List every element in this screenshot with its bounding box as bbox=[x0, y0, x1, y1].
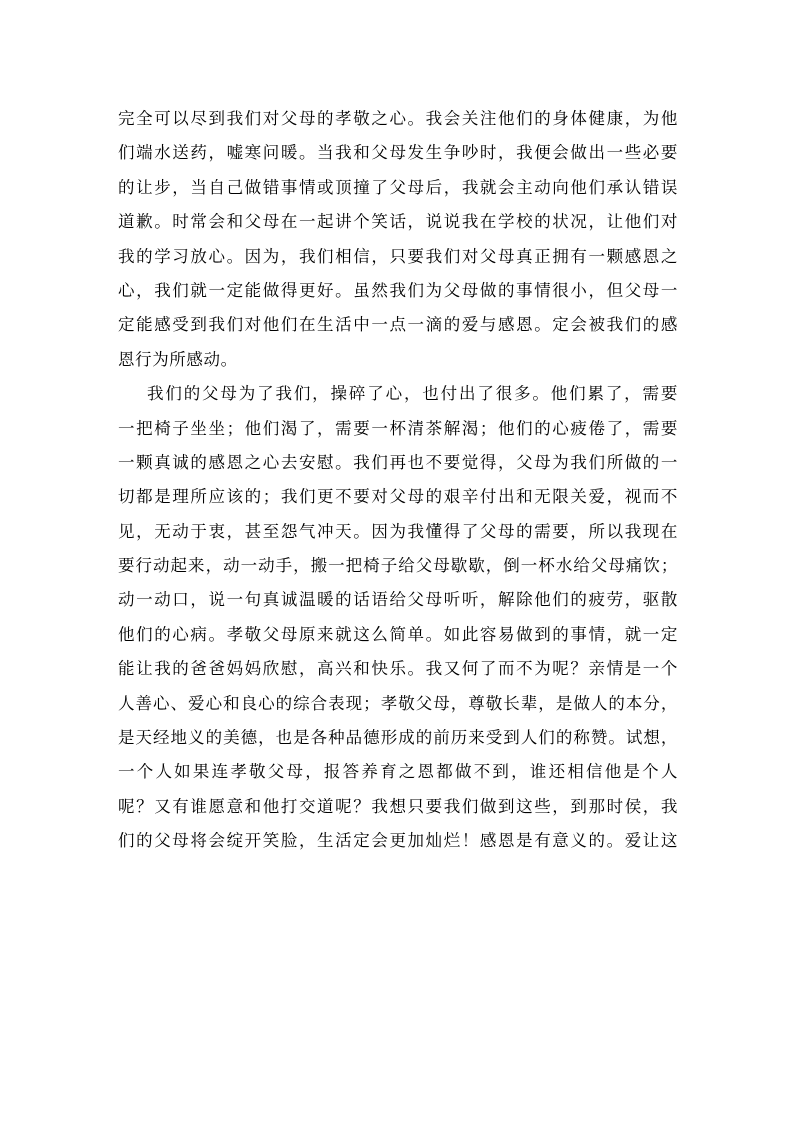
text-line-21: 呢？又有谁愿意和他打交道呢？我想只要我们做到这些，到那时侯，我 bbox=[118, 796, 678, 816]
body-text bbox=[118, 102, 678, 859]
text-line-2: 们端水送药，嘘寒问暖。当我和父母发生争吵时，我便会做出一些必要 bbox=[118, 143, 678, 163]
text-line-15: 动一动口，说一句真诚温暖的话语给父母听听，解除他们的疲劳，驱散 bbox=[118, 590, 678, 610]
text-line-14: 要行动起来，动一动手，搬一把椅子给父母歇歇，倒一杯水给父母痛饮； bbox=[118, 556, 678, 576]
text-line-19: 是天经地义的美德，也是各种品德形成的前历来受到人们的称赞。试想， bbox=[118, 728, 678, 748]
text-line-3: 的让步，当自己做错事情或顶撞了父母后，我就会主动向他们承认错误 bbox=[118, 177, 678, 197]
text-line-22: 们的父母将会绽开笑脸，生活定会更加灿烂！感恩是有意义的。爱让这 bbox=[118, 831, 678, 851]
text-line-13: 见，无动于衷，甚至怨气冲天。因为我懂得了父母的需要，所以我现在 bbox=[118, 521, 678, 541]
text-line-1: 完全可以尽到我们对父母的孝敬之心。我会关注他们的身体健康，为他 bbox=[118, 109, 678, 128]
text-line-17: 能让我的爸爸妈妈欣慰，高兴和快乐。我又何了而不为呢？亲情是一个 bbox=[118, 659, 678, 679]
text-line-6: 心，我们就一定能做得更好。虽然我们为父母做的事情很小，但父母一 bbox=[118, 280, 678, 300]
text-line-5: 我的学习放心。因为，我们相信，只要我们对父母真正拥有一颗感恩之 bbox=[118, 246, 678, 266]
text-line-20: 一个人如果连孝敬父母，报答养育之恩都做不到，谁还相信他是个人 bbox=[118, 762, 678, 782]
text-line-9: 我们的父母为了我们，操碎了心，也付出了很多。他们累了，需要 bbox=[147, 384, 678, 404]
text-line-16: 他们的心病。孝敬父母原来就这么简单。如此容易做到的事情，就一定 bbox=[118, 624, 678, 644]
text-line-12: 切都是理所应该的；我们更不要对父母的艰辛付出和无限关爱，视而不 bbox=[118, 487, 678, 507]
text-line-18: 人善心、爱心和良心的综合表现；孝敬父母，尊敬长辈，是做人的本分， bbox=[118, 693, 678, 713]
text-line-8: 恩行为所感动。 bbox=[118, 349, 238, 369]
text-line-10: 一把椅子坐坐；他们渴了，需要一杯清茶解渴；他们的心疲倦了，需要 bbox=[118, 418, 678, 438]
text-line-4: 道歉。时常会和父母在一起讲个笑话，说说我在学校的状况，让他们对 bbox=[118, 212, 678, 232]
text-line-7: 定能感受到我们对他们在生活中一点一滴的爱与感恩。定会被我们的感 bbox=[118, 315, 678, 335]
text-line-11: 一颗真诚的感恩之心去安慰。我们再也不要觉得，父母为我们所做的一 bbox=[118, 452, 678, 472]
